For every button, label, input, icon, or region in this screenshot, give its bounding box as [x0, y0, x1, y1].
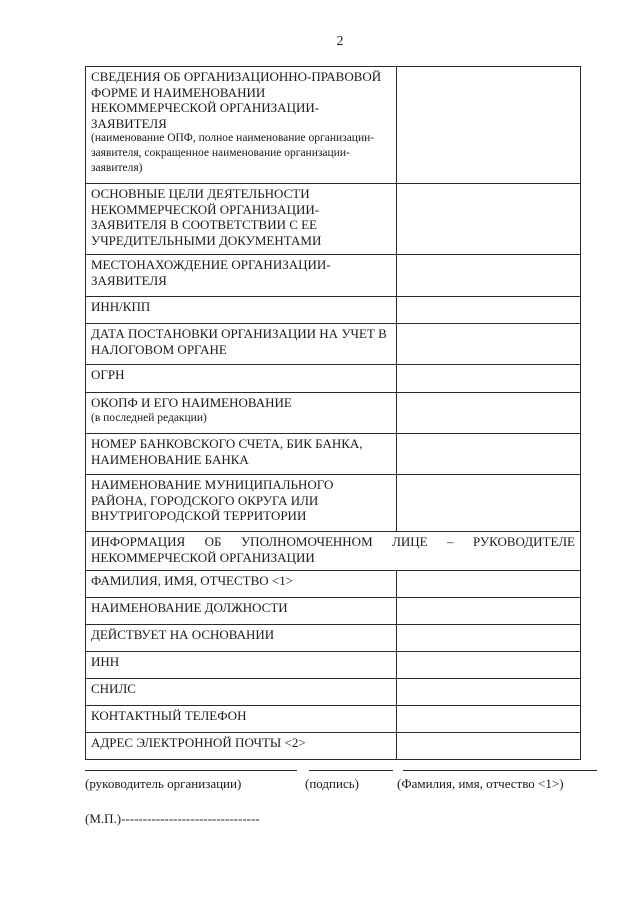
head-caption: (руководитель организации)	[85, 776, 242, 791]
municipality-label: НАИМЕНОВАНИЕ МУНИЦИПАЛЬНОГО РАЙОНА, ГОРОДСКОГО ОКРУГА ИЛИ ВНУТРИГОРОДСКОЙ ТЕРРИТОРИИ	[91, 477, 334, 523]
full-name-caption: (Фамилия, имя, отчество <1>)	[397, 776, 564, 791]
head-info-heading-cell	[86, 532, 581, 571]
okopf-note: (в последней редакции)	[91, 411, 207, 424]
email-value-field[interactable]	[397, 733, 581, 760]
org-form-label-cell	[86, 67, 397, 184]
application-form-table	[85, 66, 581, 760]
org-form-value-field[interactable]	[397, 67, 581, 184]
email-label-cell	[86, 733, 397, 760]
inn-kpp-label-cell	[86, 297, 397, 324]
position-label-cell	[86, 598, 397, 625]
okopf-label-cell	[86, 393, 397, 434]
municipality-value-field[interactable]	[397, 475, 581, 532]
table-row-full-name	[86, 571, 581, 598]
tax-date-label-cell	[86, 324, 397, 365]
signature-line[interactable]	[309, 770, 393, 771]
goals-value-field[interactable]	[397, 184, 581, 255]
table-row-bank	[86, 434, 581, 475]
basis-label-cell	[86, 625, 397, 652]
bank-label: НОМЕР БАНКОВСКОГО СЧЕТА, БИК БАНКА, НАИМЕНОВАНИЕ БАНКА	[91, 436, 363, 467]
full-name-label: ФАМИЛИЯ, ИМЯ, ОТЧЕСТВО <1>	[91, 573, 294, 588]
location-label-cell	[86, 255, 397, 297]
head-info-heading-line1: ИНФОРМАЦИЯ ОБ УПОЛНОМОЧЕННОМ ЛИЦЕ – РУКОВОДИТЕЛЕ	[91, 534, 575, 549]
okopf-value-field[interactable]	[397, 393, 581, 434]
goals-label-cell	[86, 184, 397, 255]
location-label: МЕСТОНАХОЖДЕНИЕ ОРГАНИЗАЦИИ-ЗАЯВИТЕЛЯ	[91, 257, 331, 288]
table-row-okopf	[86, 393, 581, 434]
snils-value-field[interactable]	[397, 679, 581, 706]
table-row-inn	[86, 652, 581, 679]
basis-label: ДЕЙСТВУЕТ НА ОСНОВАНИИ	[91, 627, 275, 642]
basis-value-field[interactable]	[397, 625, 581, 652]
full-name-label-cell	[86, 571, 397, 598]
full-name-signature-line[interactable]	[403, 770, 597, 771]
municipality-label-cell	[86, 475, 397, 532]
org-form-note: (наименование ОПФ, полное наименование организации-заявителя, сокращенное наименование организации-заявителя)	[91, 132, 375, 174]
table-row-goals	[86, 184, 581, 255]
ogrn-label: ОГРН	[91, 367, 125, 382]
okopf-label: ОКОПФ И ЕГО НАИМЕНОВАНИЕ	[91, 395, 292, 410]
table-row-snils	[86, 679, 581, 706]
inn-kpp-value-field[interactable]	[397, 297, 581, 324]
table-row-phone	[86, 706, 581, 733]
table-row-tax-date	[86, 324, 581, 365]
stamp-placeholder: (М.П.)--------------------------------	[85, 811, 260, 826]
inn-value-field[interactable]	[397, 652, 581, 679]
snils-label: СНИЛС	[91, 681, 136, 696]
table-row-org-form	[86, 67, 581, 184]
inn-label-cell	[86, 652, 397, 679]
bank-value-field[interactable]	[397, 434, 581, 475]
position-value-field[interactable]	[397, 598, 581, 625]
goals-label: ОСНОВНЫЕ ЦЕЛИ ДЕЯТЕЛЬНОСТИ НЕКОММЕРЧЕСКОЙ ОРГАНИЗАЦИИ-ЗАЯВИТЕЛЯ В СООТВЕТСТВИИ С ЕЕ УЧРЕДИТЕЛЬНЫМИ ДОКУМЕНТАМИ	[91, 186, 322, 248]
email-label: АДРЕС ЭЛЕКТРОННОЙ ПОЧТЫ <2>	[91, 735, 306, 750]
head-info-heading-line2: НЕКОММЕРЧЕСКОЙ ОРГАНИЗАЦИИ	[91, 549, 315, 565]
table-row-head-info	[86, 532, 581, 571]
phone-value-field[interactable]	[397, 706, 581, 733]
table-row-location	[86, 255, 581, 297]
sign-caption: (подпись)	[305, 776, 359, 791]
inn-label: ИНН	[91, 654, 120, 669]
phone-label: КОНТАКТНЫЙ ТЕЛЕФОН	[91, 708, 247, 723]
head-signature-line[interactable]	[85, 770, 297, 771]
position-label: НАИМЕНОВАНИЕ ДОЛЖНОСТИ	[91, 600, 288, 615]
table-row-basis	[86, 625, 581, 652]
ogrn-label-cell	[86, 365, 397, 393]
full-name-value-field[interactable]	[397, 571, 581, 598]
tax-date-value-field[interactable]	[397, 324, 581, 365]
inn-kpp-label: ИНН/КПП	[91, 299, 151, 314]
page-number: 2	[336, 34, 344, 49]
table-row-ogrn	[86, 365, 581, 393]
snils-label-cell	[86, 679, 397, 706]
phone-label-cell	[86, 706, 397, 733]
table-row-email	[86, 733, 581, 760]
org-form-label: СВЕДЕНИЯ ОБ ОРГАНИЗАЦИОННО-ПРАВОВОЙ ФОРМЕ И НАИМЕНОВАНИИ НЕКОММЕРЧЕСКОЙ ОРГАНИЗАЦИИ-ЗАЯВИТЕЛЯ	[91, 69, 382, 131]
bank-label-cell	[86, 434, 397, 475]
table-row-municipality	[86, 475, 581, 532]
ogrn-value-field[interactable]	[397, 365, 581, 393]
table-row-inn-kpp	[86, 297, 581, 324]
table-row-position	[86, 598, 581, 625]
location-value-field[interactable]	[397, 255, 581, 297]
tax-date-label: ДАТА ПОСТАНОВКИ ОРГАНИЗАЦИИ НА УЧЕТ В НАЛОГОВОМ ОРГАНЕ	[91, 326, 387, 357]
